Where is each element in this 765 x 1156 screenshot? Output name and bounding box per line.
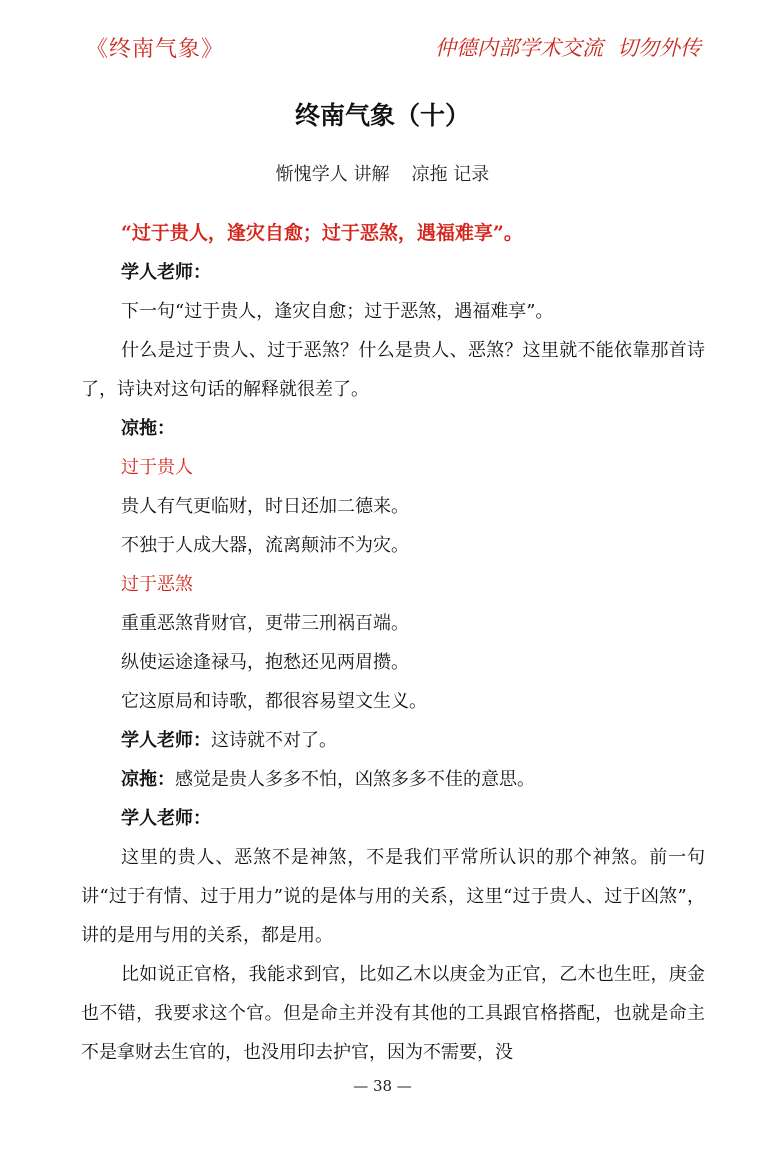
poem-line: 重重恶煞背财官，更带三刑祸百端。	[121, 613, 409, 634]
speaker-label: 学人老师：	[121, 808, 211, 829]
paragraph: 什么是过于贵人、过于恶煞？什么是贵人、恶煞？这里就不能依靠那首诗了，诗诀对这句话的解释就很差了。	[81, 340, 705, 400]
author-recorder: 凉拖 记录	[411, 164, 490, 185]
paragraph: 它这原局和诗歌，都很容易望文生义。	[121, 691, 427, 712]
header-book-title: 《终南气象》	[86, 37, 225, 62]
poem-line: 纵使运途逢禄马，抱愁还见两眉攒。	[121, 652, 409, 673]
speaker-label: 凉拖：	[121, 769, 175, 790]
dialogue-text: 这诗就不对了。	[211, 730, 337, 751]
document-body	[81, 214, 705, 1072]
dialogue-line	[81, 721, 705, 760]
speaker-label: 凉拖：	[121, 418, 175, 439]
poem-heading: 过于恶煞	[121, 574, 193, 595]
poem-line: 贵人有气更临财，时日还加二德来。	[121, 496, 409, 517]
header-notice	[435, 32, 701, 62]
speaker-label: 学人老师：	[121, 730, 211, 751]
author-line	[0, 160, 765, 186]
author-speaker: 惭愧学人 讲解	[275, 164, 390, 185]
poem-heading: 过于贵人	[121, 457, 193, 478]
quote-line: “过于贵人，逢灾自愈；过于恶煞，遇福难享”。	[121, 222, 523, 244]
paragraph: 这里的贵人、恶煞不是神煞，不是我们平常所认识的那个神煞。前一句讲“过于有情、过于用力”说的是体与用的关系，这里“过于贵人、过于凶煞”，讲的是用与用的关系，都是用。	[81, 847, 705, 946]
speaker-label: 学人老师：	[121, 262, 211, 283]
dialogue-text: 感觉是贵人多多不怕，凶煞多多不佳的意思。	[175, 769, 535, 790]
header-notice-part-2: 切勿外传	[617, 36, 701, 60]
dialogue-line	[81, 760, 705, 799]
page-title: 终南气象（十）	[294, 101, 470, 130]
page-number: — 38 —	[353, 1077, 412, 1095]
poem-line: 不独于人成大器，流离颠沛不为灾。	[121, 535, 409, 556]
header-notice-part-1: 仲德内部学术交流	[435, 36, 603, 60]
paragraph: 比如说正官格，我能求到官，比如乙木以庚金为正官，乙木也生旺，庚金也不错，我要求这个官。但是命主并没有其他的工具跟官格搭配，也就是命主不是拿财去生官的，也没用印去护官，因为不需要，没	[81, 964, 705, 1063]
paragraph: 下一句“过于贵人，逢灾自愈；过于恶煞，遇福难享”。	[121, 301, 554, 322]
